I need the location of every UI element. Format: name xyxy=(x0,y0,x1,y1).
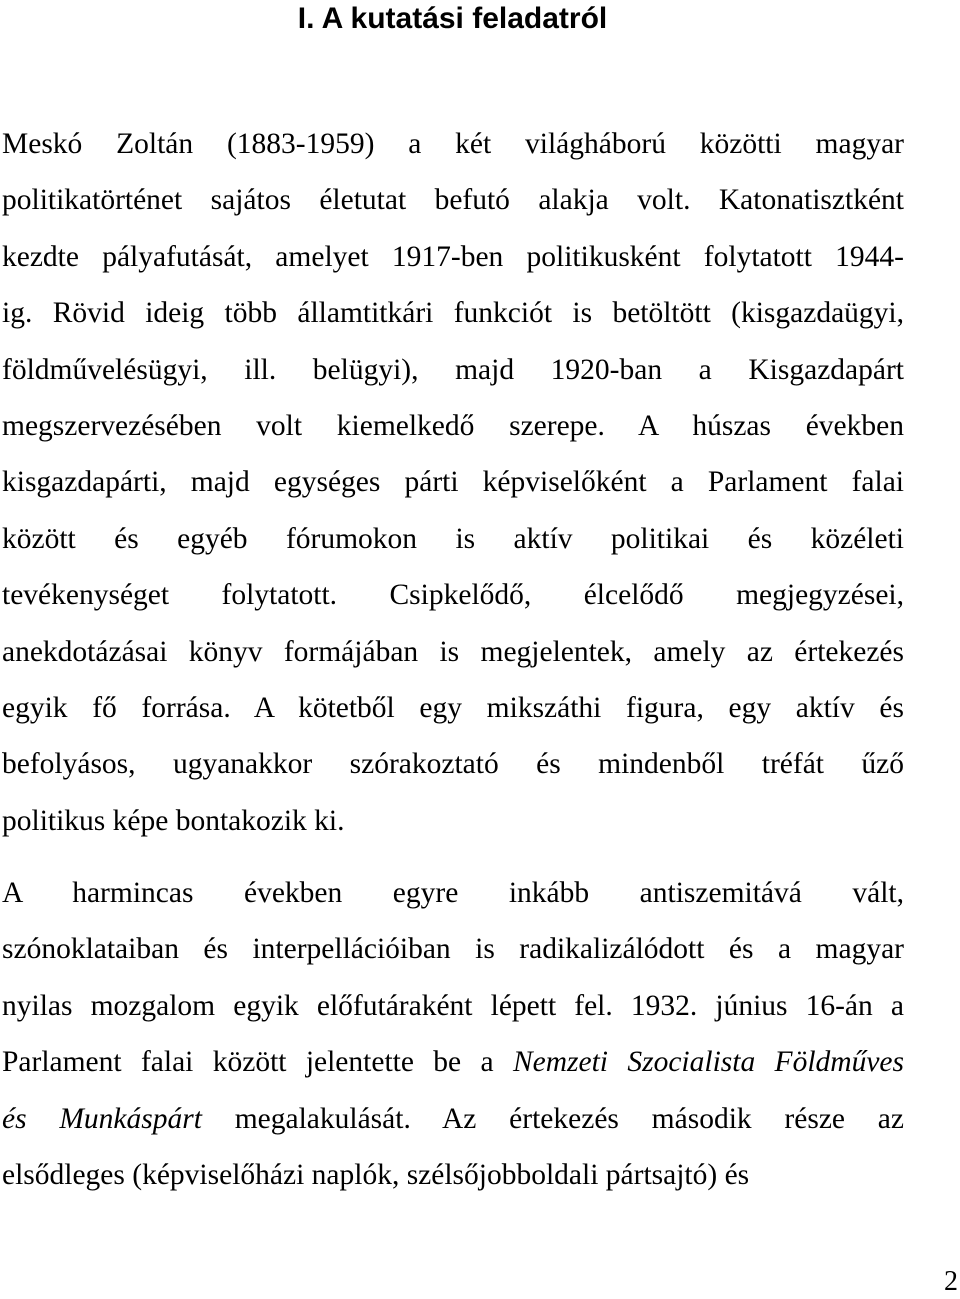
paragraph-1-line: befolyásos, ugyanakkor szórakoztató és mindenből tréfát űző xyxy=(2,748,904,781)
paragraph-2-line: nyilas mozgalom egyik előfutáraként lépett fel. 1932. június 16-án a xyxy=(2,989,904,1022)
paragraph-1-line: kezdte pályafutását, amelyet 1917-ben politikusként folytatott 1944- xyxy=(2,240,904,273)
paragraph-1-line: egyik fő forrása. A kötetből egy mikszáthi figura, egy aktív és xyxy=(2,691,904,724)
paragraph-1-line: Meskó Zoltán (1883-1959) a két világháború közötti magyar xyxy=(2,128,904,160)
page-number: 2 xyxy=(944,1266,958,1297)
paragraph-2-text: Parlament falai között jelentette be a xyxy=(2,1046,513,1079)
paragraph-2-line xyxy=(2,1034,904,1090)
paragraph-1 xyxy=(2,116,904,849)
paragraph-1-line: anekdotázásai könyv formájában is megjelentek, amely az értekezés xyxy=(2,635,904,668)
paragraph-1-line: politikus képe bontakozik ki. xyxy=(2,804,345,837)
paragraph-2-line xyxy=(2,1091,904,1147)
paragraph-1-line: között és egyéb fórumokon is aktív politikai és közéleti xyxy=(2,522,904,555)
paragraph-1-line: tevékenységet folytatott. Csipkelődő, élcelődő megjegyzései, xyxy=(2,579,904,612)
paragraph-1-line: ig. Rövid ideig több államtitkári funkciót is betöltött (kisgazdaügyi, xyxy=(2,297,904,330)
party-name-italic: és Munkáspárt xyxy=(2,1102,202,1135)
party-name-italic: Nemzeti Szocialista Földműves xyxy=(512,1046,904,1079)
paragraph-1-line: politikatörténet sajátos életutat befutó alakja volt. Katonatisztként xyxy=(2,184,904,217)
paragraph-2-text: megalakulását. Az értekezés második része az xyxy=(201,1102,904,1135)
paragraph-1-line: kisgazdapárti, majd egységes párti képviselőként a Parlament falai xyxy=(2,466,904,499)
paragraph-2-line: elsődleges (képviselőházi naplók, szélsőjobboldali pártsajtó) és xyxy=(2,1158,750,1191)
paragraph-2-line: szónoklataiban és interpellációiban is radikalizálódott és a magyar xyxy=(2,933,904,966)
paragraph-1-line: földművelésügyi, ill. belügyi), majd 1920-ban a Kisgazdapárt xyxy=(2,353,904,386)
paragraph-2 xyxy=(2,865,904,1203)
chapter-heading: I. A kutatási feladatról xyxy=(297,2,608,35)
paragraph-1-line: megszervezésében volt kiemelkedő szerepe. A húszas években xyxy=(2,409,904,442)
paragraph-2-line: A harmincas években egyre inkább antiszemitává vált, xyxy=(2,877,904,909)
